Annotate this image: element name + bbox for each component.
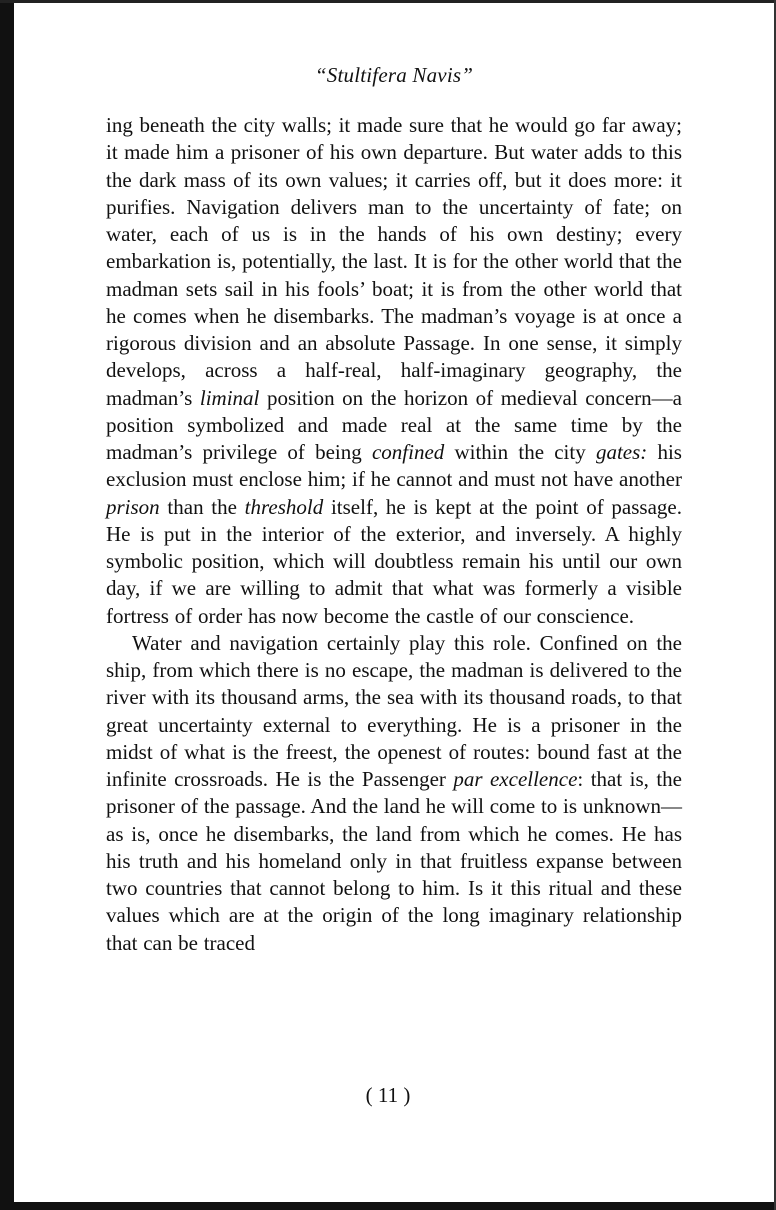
italic-segment: prison <box>106 494 160 519</box>
italic-segment: threshold <box>244 494 324 519</box>
text-segment: ing beneath the city walls; it made sure that he would go far away; it made him a prisoner of his own departure. But water adds to this the dark mass of its own values; it carries off, but it does more: it purifies. Navigation delivers man to the uncertainty of fate; on water, each of us is in the hands of his own destiny; every embarkation is, potentially, the last. It is for the other world that the madman sets sail in his fools’ boat; it is from the other world that he comes when he disembarks. The madman’s voyage is at once a rigorous division and an absolute Passage. In one sense, it simply develops, across a half-real, half-imaginary geography, the madman’s <box>106 113 682 410</box>
scan-edge-left <box>0 0 14 1210</box>
text-segment: his exclusion must enclose him; if he cannot and must not have another <box>106 440 682 492</box>
italic-segment: gates: <box>595 440 648 464</box>
text-segment: than the <box>159 494 245 519</box>
paragraph-1 <box>106 112 682 630</box>
running-head: “Stultifera Navis” <box>314 63 474 87</box>
page-number: ( 11 ) <box>365 1083 411 1107</box>
italic-segment: confined <box>371 440 445 464</box>
text-segment: position on the horizon of medieval concern—a position symbolized and made real at the same time by the madman’s privilege of being <box>106 385 682 464</box>
text-segment: : that is, the prisoner of the passage. And the land he will come to is unknown—as is, once he disembarks, the land from which he comes. He has his truth and his homeland only in that fruitless expanse between two countries that cannot belong to him. Is it this ritual and these values which are at the origin of the long imaginary relationship that can be traced <box>106 767 682 955</box>
scan-edge-top <box>0 0 776 3</box>
book-page <box>106 62 682 957</box>
italic-segment: par excellence <box>453 767 578 791</box>
body-text <box>106 112 682 957</box>
paragraph-2 <box>106 630 682 957</box>
text-segment: within the city <box>444 440 596 464</box>
text-segment: itself, he is kept at the point of passage. He is put in the interior of the exterior, and inversely. A highly symbolic position, which will doubtless remain his until our own day, if we are willing to admit that what was formerly a visible fortress of order has now become the castle of our conscience. <box>106 494 682 628</box>
scan-edge-bottom <box>0 1202 776 1210</box>
text-segment: Water and navigation certainly play this role. Confined on the ship, from which there is no escape, the madman is delivered to the river with its thousand arms, the sea with its thousand roads, to that great uncertainty external to everything. He is a prisoner in the midst of what is the freest, the openest of routes: bound fast at the infinite crossroads. He is the Passenger <box>106 630 682 791</box>
italic-segment: liminal <box>199 385 260 410</box>
